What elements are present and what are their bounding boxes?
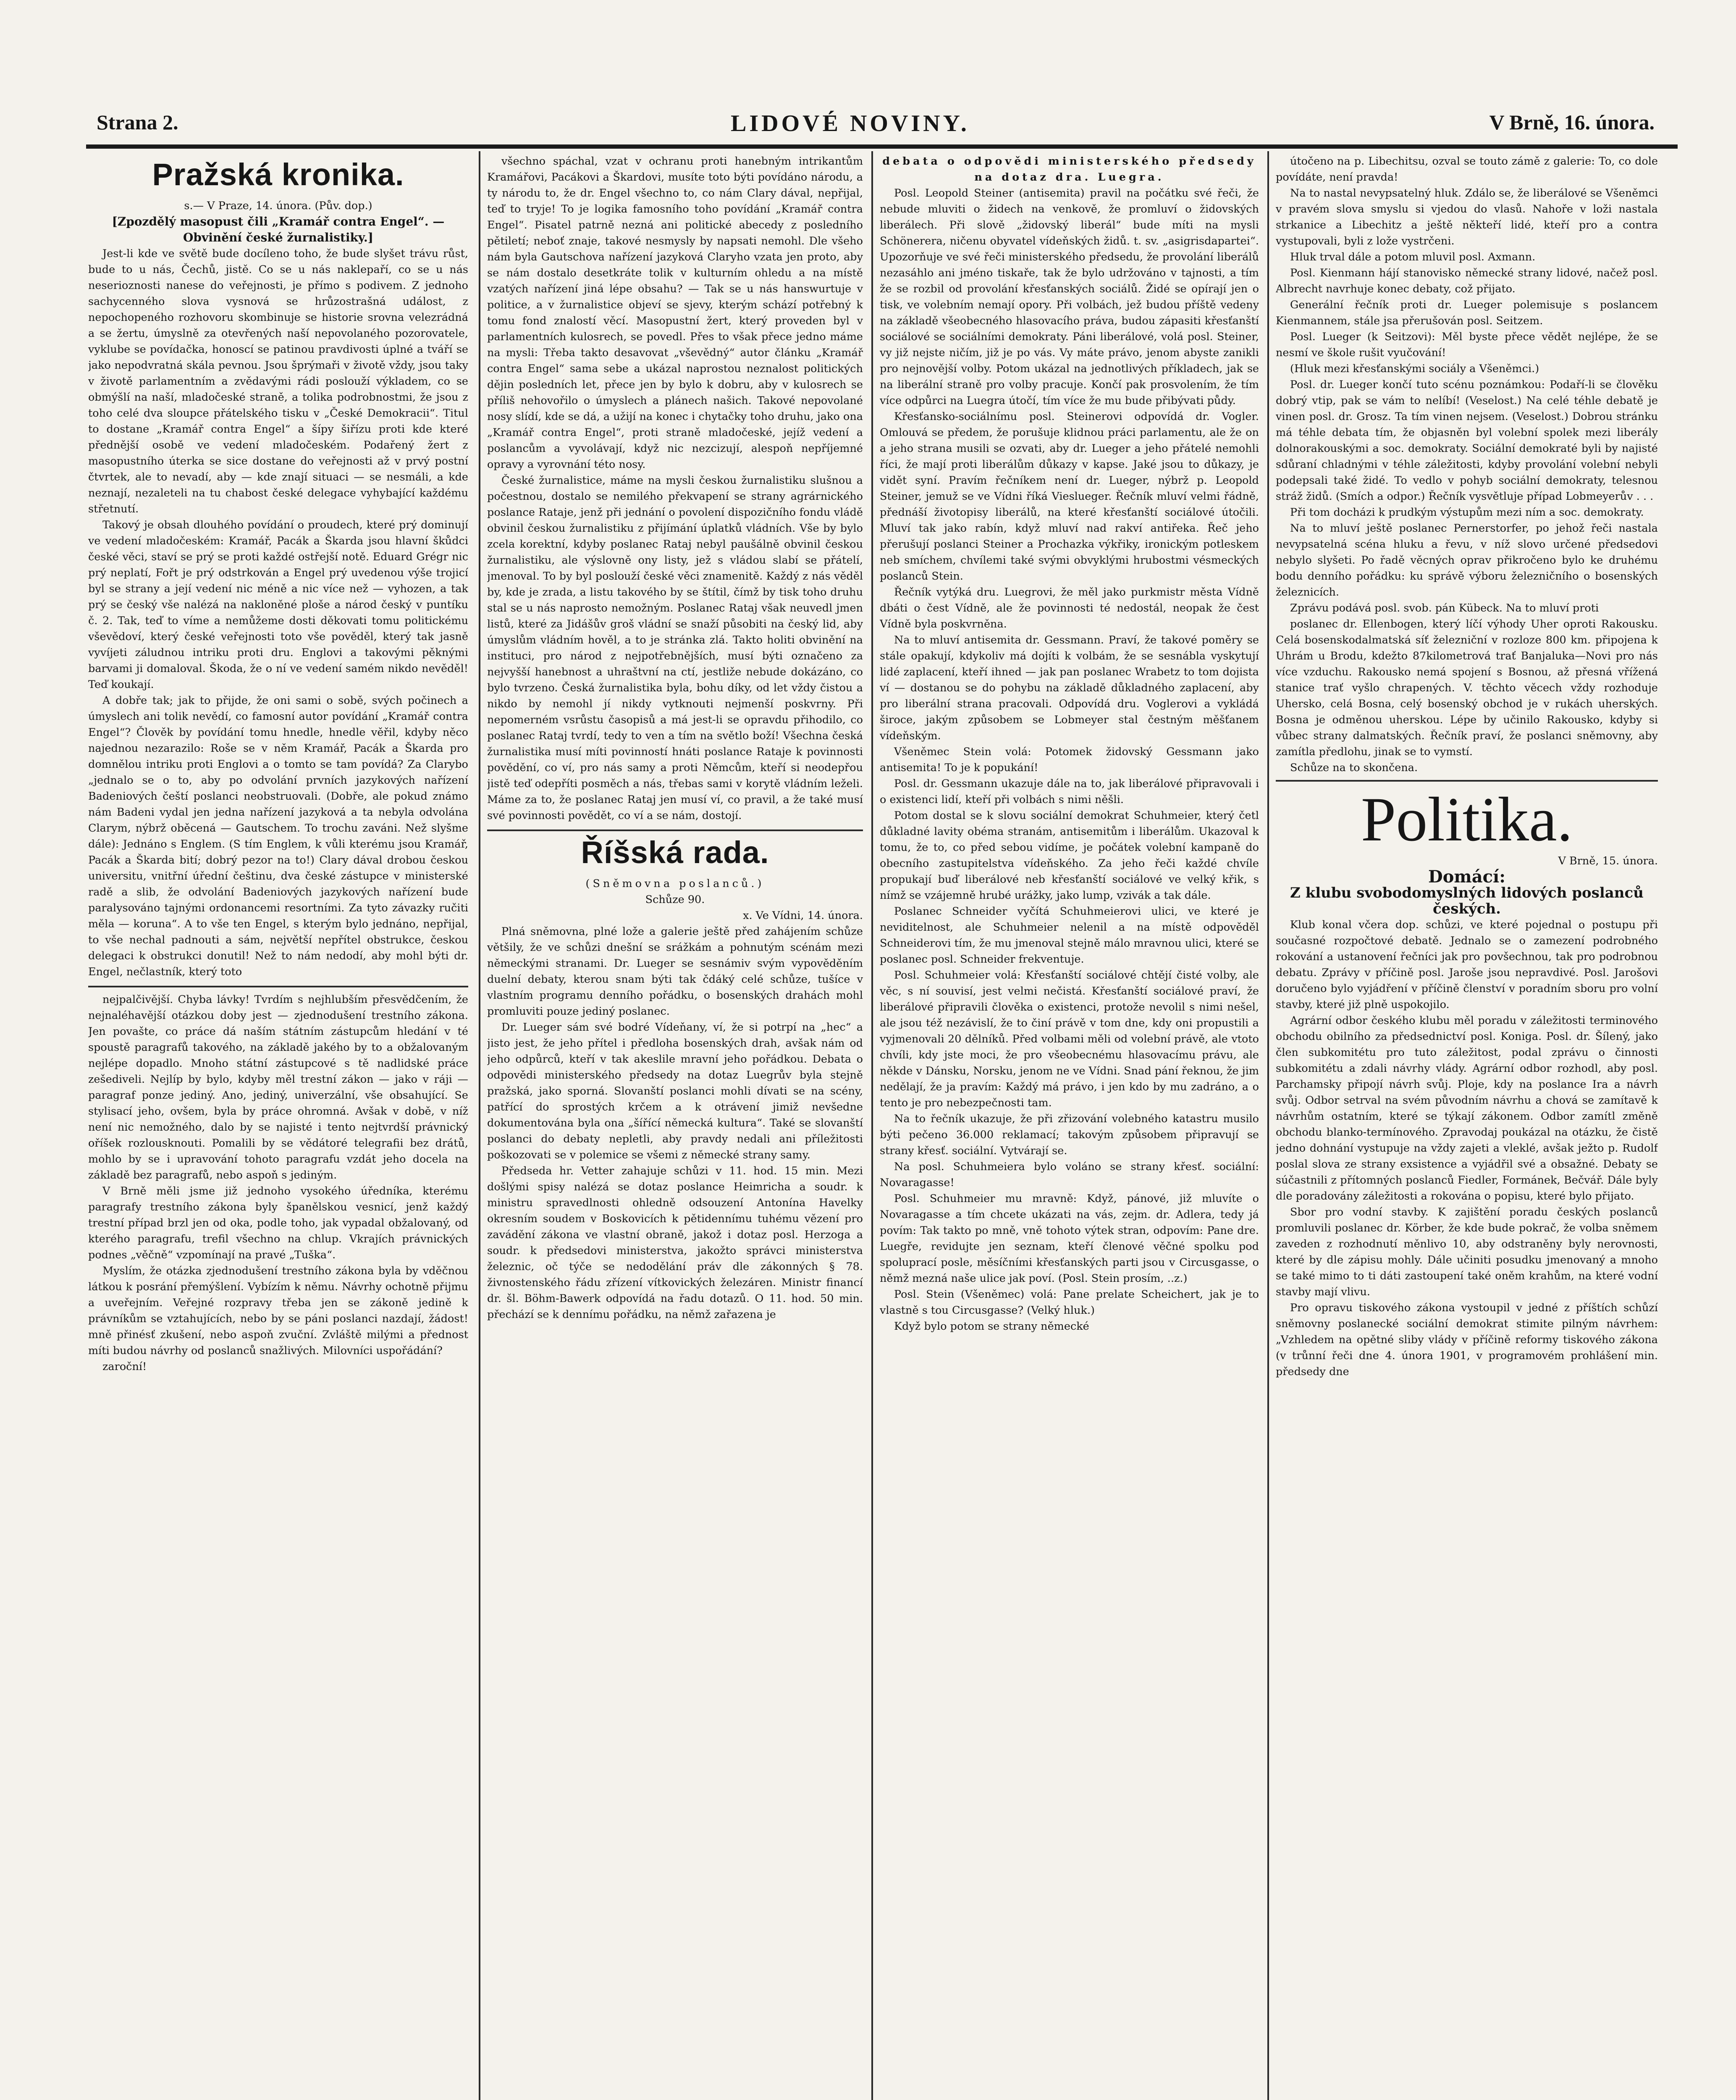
subheading: (Sněmovna poslanců.) [585, 877, 765, 890]
paragraph: Klub konal včera dop. schůzi, ve které pojednal o postupu při současné rozpočtové debatě. Jednalo se o zamezení podrobného rokování a ustanovení řečníci jak pro povšechnou, tak pro podrobnou debatu. Zprávy v příčině posl. Jaroše jsou nepravdivé. Posl. Jarošovi doručeno bylo vyjádření v příčině členství v poradním sboru pro volní stavby, které již plně uspokojilo. [1276, 919, 1658, 1011]
paragraph: Poslanec Schneider vyčítá Schuhmeierovi ulici, ve které je neviditelnost, ale Schuhmeier nelenil a na místě odpověděl Schneiderovi tím, že mu jmenoval stejně málo mravnou ulici, které se poslanec posl. Schneider frekventuje. [880, 905, 1259, 966]
paragraph: Na posl. Schuhmeiera bylo voláno se strany křesť. sociální: Novaragasse! [880, 1160, 1259, 1189]
paragraph: Na to nastal nevypsatelný hluk. Zdálo se, že liberálové se Všeněmci v pravém slova smyslu si vjedou do vlasů. Nahoře v loži nastala strkanice a Libechitz a ještě někteří lidé, kteří pro a contra vystupovali, byli z lože vystrčeni. [1276, 187, 1658, 247]
paragraph: V Brně měli jsme již jednoho vysokého úředníka, kterému paragrafy trestního zákona byly španělskou vesnicí, jenž každý trestní případ brzl jen od oka, podle toho, jak vypadal obžalovaný, od kterého paragrafu, trefil všechno na chlup. Vkrajích právnických podnes „věčně“ vzpomínají na pravé „Tuška“. [88, 1185, 468, 1261]
paragraph: Posl. Schuhmeier mu mravně: Když, pánové, již mluvíte o Novaragasse a tím chcete ukázati na vás, zejm. dr. Adlera, tedy já povím: Tak takto po mně, vně tohoto výtek stran, odpovím: Pane dre. Luegře, revidujte jen seznam, kteří členové věčné spolku pod spoluprací posle, měsíčními křesťanských parti jsou v Circusgasse, o němž mezná naše ulice jak poví. (Posl. Stein prosím, ..z.) [880, 1192, 1259, 1285]
paragraph: Posl. Leopold Steiner (antisemita) pravil na počátku své řeči, že nebude mluviti o židech na venkově, že promluví o židovských liberálech. Při slově „židovský liberál“ bude míti na mysli Schönerera, ničenu obyvatel vídeňských židů. t. sv. „asigrisdapartei“. Upozorňuje ve své řeči ministerského předsedu, že provolání liberálů nezasáhlo ani jméno tiskaře, tak že bylo udržováno v tajnosti, a tím že se rozbil od provolání křesťanských sociálů. Židé se opírají jen o tisk, ve volebním nemají opory. Při volbách, jež budou příště vedeny na základě všeobecného hlasovacího práva, budou zápasiti křesťanští sociálové se sociálními demokraty. Páni liberálové, volá posl. Steiner, vy již nejste ničím, již je po vás. Vy máte právo, jenom abyste zanikli pro nejnovější volby. Potom ukázal na jednotlivých příkladech, jak se na liberální straně pro volby pracuje. Končí pak prosvolením, že tím více odpůrci na Luegra útočí, tím více že mu bude přibývati půdy. [880, 187, 1259, 407]
paragraph: Řečník vytýká dru. Luegrovi, že měl jako purkmistr města Vídně dbáti o čest Vídně, ale že povinnosti té nedostál, neopak že čest Vídně byla poskvrněna. [880, 586, 1259, 630]
paragraph: Předseda hr. Vetter zahajuje schůzi v 11. hod. 15 min. Mezi došlými spisy nalézá se dotaz poslance Heimricha a soudr. k ministru spravedlnosti ohledně odsouzení Antonína Havelky okresním soudem v Boskovicích k pětidennímu tuhému vězení pro zavádění zákona ve vlastní obraně, jakož i dotaz posl. Herzoga a soudr. k předsedovi ministerstva, jakožto správci ministerstva železnic, oč týče se nedodělání práv dle zákonných § 78. živnostenského řádu zřízení vítkovických železáren. Ministr financí dr. šl. Böhm-Bawerk odpovídá na řadu dotazů. O 11. hod. 50 min. přechází se k dennímu pořádku, na němž zařazena je [487, 1165, 863, 1321]
article-rule [1276, 780, 1658, 782]
paragraph: Na to mluví ještě poslanec Pernerstorfer, po jehož řeči nastala nevypsatelná scéna hluku a řevu, v níž slovo určené předsedovi nebylo slyšeti. Po řadě věcných oprav přikročeno bylo ke druhému bodu denního pořádku: ku správě výboru železničního o bosenských železnicích. [1276, 522, 1658, 598]
paragraph: Pro opravu tiskového zákona vystoupil v jedné z příštích schůzí sněmovny poslanecké sociální demokrat stimite pilným návrhem: „Vzhledem na opětné sliby vlády v příčině reformy tiskového zákona (v trůnní řeči dne 4. února 1901, v programovém prohlášení min. předsedy dne [1276, 1302, 1658, 1378]
section-heading-rada: Říšská rada. [581, 835, 769, 870]
column-3 [880, 153, 1259, 2100]
paragraph: Na to řečník ukazuje, že při zřizování volebného katastru musilo býti pečeno 36.000 reklamací; takovým způsobem připravují se strany křesť. sociální. Vytvárají se. [880, 1113, 1259, 1157]
paragraph: Generální řečník proti dr. Lueger polemisuje s poslancem Kienmannem, stále jsa přerušován posl. Seitzem. [1276, 299, 1658, 327]
article-rule [487, 830, 863, 831]
paragraph: Takový je obsah dlouhého povídání o proudech, které prý dominují ve vedení mladočeském: Kramář, Pacák a Škarda jsou hlavní škůdci české věci, staví se prý se proti každé ostřejší notě. Eduard Grégr nic prý neplatí, Fořt je prý odstrkován a Engel prý uvedenou výše trojicí byl se strany a její vedení nic méně a nic více než — vyhozen, a tak prý se český vše nalézá na nakloněné ploše a národ český v puntíku č. 2. Tak, teď to víme a nemůžeme dosti děkovati tomu politickému vševědoví, který české veřejnosti toto vše pověděl, který tak jasně vyvíjeti záludnou intriku proti dru. Englovi a takovými pěknými barvami ji domaloval. Škoda, že o ní ve vedení samém nikdo nevěděl! Teď koukají. [88, 519, 468, 691]
article-body-2 [1276, 917, 1658, 1380]
article-body [1276, 153, 1658, 776]
masthead [84, 110, 1680, 144]
paragraph: Zprávu podává posl. svob. pán Kübeck. Na to mluví proti [1290, 602, 1599, 614]
paragraph: Posl. Lueger (k Seitzovi): Měl byste přece vědět nejlépe, že se nesmí ve škole rušit vyučování! [1276, 331, 1658, 359]
column-divider [479, 151, 480, 2100]
dateline: s.— V Praze, 14. února. (Pův. dop.) [184, 200, 372, 212]
section-heading-politika: Politika. [1361, 785, 1573, 854]
paragraph: Plná sněmovna, plné lože a galerie ještě před zahájením schůze většily, že ve schůzi dnešní se srážkám a pohnutým scénám mezi německými stranami. Dr. Lueger se sesnámiv svým vypověděním duelní debaty, kterou snam býti tak čdáký celé schůze, tušíce v vlastním programu denního pořádku, o bosenských drahách mohl promluviti pouze jediný poslanec. [487, 925, 863, 1018]
paper-title: LIDOVÉ NOVINY. [731, 110, 970, 136]
paragraph: Všeněmec Stein volá: Potomek židovský Gessmann jako antisemita! To je k popukání! [880, 746, 1259, 774]
paragraph: Schůze na to skončena. [1290, 761, 1418, 774]
paragraph: nejpalčivější. Chyba lávky! Tvrdím s nejhlubším přesvědčením, že nejnaléhavější otázkou doby jest — zjednodušení trestního zákona. Jen povašte, co práce dá naším státním zástupcům hledání v té spoustě paragrafů takového, na základě jakého by to a obžalovaným nejlépe dopadlo. Mnoho státní zástupcové s tě nadlidské práce zešediveli. Nejlíp by bylo, kdyby měl trestní zákon — jako v ráji — paragraf ponze jediný. Ano, jediný, univerzální, vše obsahující. Se stylisací jeho, ovšem, byla by práce ohromná. Avšak v době, v níž není nic nemožného, dalo by se najisté i tento nejtvrdší právnický oříšek rozlousknouti. Pomalili by se vědátoré telegrafii bez drátů, mohlo by se i upravování tohoto paragrafu vzdát jeho docela na základě bez paragrafů, nebo aspoň s jediným. [88, 993, 468, 1181]
column-2 [487, 153, 863, 2100]
column-4 [1276, 153, 1658, 2100]
paragraph: Při tom docházi k prudkým výstupům mezi ním a soc. demokraty. [1290, 506, 1644, 519]
paragraph: Hluk trval dále a potom mluvil posl. Axmann. [1290, 251, 1536, 263]
paragraph: Křesťansko-sociálnímu posl. Steinerovi odpovídá dr. Vogler. Omlouvá se předem, že porušuje klidnou práci parlamentu, ale že on a jeho strana musili se ozvati, aby dr. Lueger a jeho přátelé nemohli říci, že mají proti liberálům důkazy v kapse. Jaké jsou to důkazy, je vidět syní. Pravím řečníkem není dr. Lueger, nýbrž p. Leopold Steiner, jemuž se ve Vídni říká Vieslueger. Řečník mluví velmi řádně, přednáší životopisy liberálů, na které křesťanští sociálové útočili. Mluví tak jako rabín, když mluví nad rakví antiřeka. Řeč jeho přerušují poslanci Steiner a Prochazka výkřiky, ironickým potleskem neb smíchem, chvílemi také svými obvyklými hrubostmi vésmeckých poslanců Stein. [880, 410, 1259, 583]
paragraph: Posl. Stein (Všeněmec) volá: Pane prelate Scheichert, jak je to vlastně s tou Circusgasse? (Velký hluk.) [880, 1288, 1259, 1317]
paragraph: Posl. Schuhmeier volá: Křesťanští sociálové chtějí čisté volby, ale věc, s ní souvisí, jest velmi nečistá. Křesťanští sociálové praví, že liberálové připravili člověka o existenci, protože nevolil s nimi nešel, ale jsou též nezávislí, že to činí právě v tom dne, kdy oni propustili a vyjmenovali 20 dělníků. Před volbami měli od volební právě, ale vtoto chvíli, kdy jste moci, že pro všeobecnému hlasovacímu právu, ale někde v Dánsku, Norsku, jenom ne ve Vídni. Snad pání řeknou, že jim nedělají, že ja pravím: Každý má právo, i jen kdo by mu zadráno, a o tento je pro nebezpečnosti tam. [880, 969, 1259, 1109]
paragraph: Posl. dr. Gessmann ukazuje dále na to, jak liberálové připravovali i o existenci lidí, kteří při volbách s nimi něšli. [880, 777, 1259, 806]
paragraph: poslanec dr. Ellenbogen, který líčí výhody Uher oproti Rakousku. Celá bosenskodalmatská síť železniční v rozloze 800 km. připojena k Uhrám u Brodu, kdežto 87kilometrová trať Banjaluka—Novi pro nás více vzduchu. Rakousko nemá spojení s Bosnou, až přesná vřížená stanice trať vyšlo chrapených. V. těchto věcech vždy rozhoduje Uhersko, celá Bosna, celý bosenský obchod je v rukách uherských. Bosna je odměnou uherskou. Lépe by učinilo Rakousko, kdyby si vůbec strany dalmatských. Řečník praví, že poslanci sněmovny, aby zamítla předlohu, jinak se to vymstí. [1276, 618, 1658, 758]
paragraph: Posl. Kienmann hájí stanovisko německé strany lidové, načež posl. Albrecht navrhuje konec debaty, což přijato. [1276, 267, 1658, 295]
paragraph: Když bylo potom se strany německé [894, 1320, 1089, 1333]
article-body-2 [487, 924, 863, 1323]
column-divider [871, 151, 873, 2100]
article-body [88, 246, 468, 980]
column-divider [1267, 151, 1269, 2100]
page-number: Strana 2. [97, 110, 178, 134]
article-body-2 [88, 992, 468, 1375]
paragraph: zaroční! [102, 1360, 147, 1373]
dateline: V Brně, 15. února. [1558, 855, 1658, 867]
paragraph: Posl. dr. Lueger končí tuto scénu poznámkou: Podaří-li se člověku dobrý vtip, pak se vám to nelíbí! (Veselost.) Na celé téhle debatě je vinen posl. dr. Grosz. Ta tím vinen nejsem. (Veselost.) Dobrou stránku má téhle debata tím, že objasněn byl volební spolek mezi liberály dolnorakouskými a soc. demokraty. Sociální demokraté byli by najisté sdůraní chladnými v téhle záležitosti, kdyby provolání volební nebyli podepsali také židé. To vedlo v pohyb sociální demokraty, telesnou stráž židů. (Smích a odpor.) Řečník vysvětluje případ Lobmeyerův . . . [1276, 378, 1658, 503]
paragraph: České žurnalistice, máme na mysli českou žurnalistiku slušnou a počestnou, dostalo se nemilého překvapení se strany agrárnického poslance Rataje, jenž při jednání o povolení dispozičního fondu vládě obvinil českou žurnalistiku z přijímání úplatků vládních. Vše by bylo zcela korektní, kdyby poslanec Rataj nebyl paušálně obvinil českou žurnalistiku, ale výslovně ony listy, jež s vládou slabí se přátelí, jmenoval. To by byl poslouží české věci znamenitě. Každý z nás věděl by, kde je zrada, a listu takového by se štítil, čímž by tisk toho druhu stal se u nás naprosto nemožným. Poslanec Rataj však neuvedl jmen listů, které za Jidášův groš vládní se snaží působiti na český lid, aby úmyslům vládním hověl, a to je stránka zlá. Takto holiti obvinění na instituci, pro národ z nejpotřebnějších, musí býti označeno za nejvyšší hanebnost a uhraštvní na ctí, jestliže nebude dokázáno, co bylo tvrzeno. Česká žurnalistika byla, bohu díky, od let vždy čistou a nikdo by nemohl jí nikdy vytknouti nejmenší poskvrny. Při nepomerném vsrůstu časopisů a má jest-li se opravdu přihodilo, co poslanec Rataj tvrdí, tedy to ven a tím na světlo boží! Všechna česká žurnalistika musí míti povinností hnáti poslance Rataje k povinnosti povědění, co ví, pro nás samy a proti Němcům, kteří si neodepřou jistě teď odepříti posměch a nás, třebas sami v korytě vládním leželi. Máme za to, že poslanec Rataj jen musí ví, co pravil, a že také musí své povinnosti povědět, co ví a se nám, dostojí. [487, 474, 863, 822]
paragraph: Myslím, že otázka zjednodušení trestního zákona byla by vděčnou látkou k posrání přemýšlení. Vybízím k němu. Návrhy ochotně přijmu a uveřejním. Veřejné rozpravy třeba jen se zákoně jedině k právníkům se vztahujících, nebo by se páni poslanci nazdají, žádost! mně přinésť zkušení, nebo aspoň zvuční. Zvláště milými a přednost míti budou návrhy od poslanců snažlivých. Milovníci uspořádání? [88, 1265, 468, 1357]
paragraph: Potom dostal se k slovu sociální demokrat Schuhmeier, který četl důkladné lavity obéma stranám, antisemitům i liberálům. Ukazoval k tomu, že to, co před sebou vidíme, je počátek volební kampaně do obecního zastupitelstva vídeňského. Za jeho řeči každé chvíle propukají buď liberálové neb křesťanští sociálové ve velký křik, s nímž se vzájemně hrubé urážky, jako lump, vzivák a tak dále. [880, 809, 1259, 902]
subheading: [Zpozdělý masopust čili „Kramář contra Engel“. — Obvinění české žurnalistiky.] [112, 215, 445, 244]
paragraph: Na to mluví antisemita dr. Gessmann. Praví, že takové poměry se stále opakují, kdykoliv má dojíti k volbám, že se sesnábla vyskytují lidé zaplacení, kteří ihned — jak pan poslanec Wrabetz to tom dojista ví — dostanou se do pohybu na základě důkladného zaplacení, aby pro liberální strana pracovali. Odpovídá dru. Voglerovi a vykládá široce, jakým způsobem se Lobmeyer stal čestným měšťanem vídeňským. [880, 634, 1259, 742]
subheading: debata o odpovědi ministerského předsedy na dotaz dra. Luegra. [882, 155, 1256, 184]
paragraph: A dobře tak; jak to přijde, že oni sami o sobě, svých počinech a úmyslech ani tolik nevědí, co famosní autor povídání „Kramář contra Engel“? Člověk by povídání tomu hnedle, hnedle věřil, kdyby něco najednou nezarazilo: Roše se v něm Kramář, Pacák a Škarda pro domnělou intriku proti Englovi a o tomto se tam povídá? Za Clarybo „jednalo se o to, aby po odvolání prvních jazykových nařízení Badeniových čeští poslanci neobstruovali. (Dobře, ale pokud známo nám Badeni vydal jen jedna nařízení jazyková a ta nebyla odvolána Clarym, nýbrž oběcená — Gautschem. To trochu zaváni. Než slyšme dále): Jednáno s Englem. (S tím Englem, k vůli kterému jsou Kramář, Pacák a Škarda bití; dobrý pezor na to!) Clary dával drobou českou universitu, vnitřní úřední češtinu, dva české zástupce v ministerské radě a slib, že odvolání Badeniových jazykových nařízení bude paralysováno tajnými ordonancemi resortními. Za tyto závazky ručiti měla — koruna“. A to vše ten Engel, s kterým bylo jednáno, nepřijal, to vše nechal padnouti a sám, největší nepřítel obstrukce, českou delegaci k obstrukci donutil! Než to nám nedodí, aby mohl býti dr. Engel, nečlastník, který toto [88, 694, 468, 978]
paragraph: všechno spáchal, vzat v ochranu proti hanebným intrikantům Kramářovi, Pacákovi a Škardovi, musíte toto býti povídáno národu, a ty národu to, že dr. Engel všechno to, co nám Clary dával, nepřijal, teď to tryje! To je logika famosního toho povídání „Kramář contra Engel“. Pisatel patrně nezná ani politické abecedy z posledního pětiletí; neboť znaje, takové nesmysly by napsati nemohl. Dle všeho nám byla Gautschova nařízení jazyková Claryho vzata jen proto, aby se nám dostalo desetkráte tolik v kulturním ohledu a na místě vzatých nařízení jiná lépe obsahu? — Tak se u nás hanswurtuje v politice, a v žurnalistice objeví se sjevy, kterým schází potřebný k tomu fond znalostí věcí. Masopustní žert, který proveden byl v parlamentních kulosrech, se povedl. Přes to však přece jedno máme na mysli: Třeba takto desavovat „vševědný“ autor článku „Kramář contra Engel“ sama sebe a ukázal naprostou neznalost politických dějin posledních let, přece jen by bylo k dobru, aby v kulosrech se příliš nehovořilo o úmyslech a plánech našich. Takové nepovolané nosy slídí, kde se dá, a užijí na konec i chytačky toho druhu, jako ona „Kramář contra Engel“, proti straně mladočeské, jejíž vedení a poslancům a vyvolávají, když nic nezcizují, alespoň nepříjemné opravy a vyrovnání této nosy. [487, 155, 863, 471]
paragraph: Agrární odbor českého klubu měl poradu v záležitosti terminového obchodu obilního za předsednictví posl. Koniga. Posl. dr. Šílený, jako člen subkomitétu pro tuto záležitost, podal zprávu o činnosti subkomitétu a zdali návrhy vlády. Agrární odbor rozhodl, aby posl. Parchamsky připojí návrh svůj. Ploje, kdy na poslance Ira a návrh svůj. Odbor setrval na svém původním návrhu a chová se zamítavě k návrhům ostatním, které se týkají zákonem. Odbor zamítl změně obchodu blanko-termínového. Zpravodaj poukázal na otázku, že čistě jedno dohnání vystupuje na vždy zajeti a vleklé, avšak ježto p. Rudolf poslal slova ze strany exsistence a vyjádřil své a obsažné. Debaty se súčastnili z přítomných poslanců Fiedler, Formánek, Bečvář. Dále byly dle poradovány záležitosti a rokována o popisu, které bylo přijato. [1276, 1014, 1658, 1202]
paragraph: útočeno na p. Libechitsu, ozval se touto zámě z galerie: To, co dole povídáte, není pravda! [1276, 155, 1658, 184]
article-body [880, 185, 1259, 1334]
section-heading-prague: Pražská kronika. [152, 157, 404, 192]
issue-date: V Brně, 16. února. [1489, 110, 1655, 134]
session-number: Schůze 90. [645, 893, 705, 906]
column-1 [88, 153, 468, 2100]
masthead-rule [86, 144, 1678, 149]
paragraph: (Hluk mezi křesťanskými sociály a Všeněmci.) [1290, 362, 1539, 375]
subheading-club: Z klubu svobodomyslných lidových poslanců českých. [1290, 885, 1644, 917]
article-rule [88, 986, 468, 987]
article-body [487, 153, 863, 824]
paragraph: Sbor pro vodní stavby. K zajištění poradu českých poslanců promluvili poslanec dr. Körber, že kde bude pokrač, že volba sněmem zaveden z rozhodnutí měnlivo 10, aby odstraněny byly nerovnosti, které by dle zápisu mohly. Dále učiniti posudku jmenovaný a mnoho se také mimo to ti dáti zastoupení také oněm krahům, na které vodní stavby mají vlivu. [1276, 1206, 1658, 1298]
subheading-domestic: Domácí: [1428, 867, 1505, 887]
paragraph: Jest-li kde ve světě bude docíleno toho, že bude slyšet trávu růst, bude to u nás, Čechů, jistě. Co se u nás naklepaří, co se u nás neserioznosti nanese do veřejnosti, je přímo s podivem. Z jednoho sachycenného slova vysnová se hrůzostrašná událost, z nepochopeného rozhovoru skombinuje se historie srovna velezrádná a se žertu, úmyslně za otevřených naší nepovolaného pozorovatele, vyklube se povídačka, honoscí se patinou pravdivosti úplné a tváří se jako nepodvratná skála pevnou. Jsou šprýmaři v životě vždy, jsou taky v životě parlamentním a zvědavými rádi poslouží výkladem, co se obmýšlí na naší, mladočeské straně, a tolika podrobnostmi, že jsou z toho celé dva sloupce přátelského tisku v „České Demokracii“. Titul to dostane „Kramář contra Engel“ a šípy šiřízu proti kde které přednější osobě ve vedení mladočeském. Podařený žert z masopustního úterka se sice dostane do veřejnosti až v prvý postní čtvrtek, ale to nevadí, aby — kde znají situaci — se nesmáli, a kde neznají, nezaleteli na tu chabost české delegace vyhybající každému střetnutí. [88, 247, 468, 515]
paragraph: Dr. Lueger sám své bodré Vídeňany, ví, že si potrpí na „hec“ a jisto jest, že jeho přítel i předloha bosenských drah, avšak nám od jeho odpůrců, kteří v tak akeslile mravní jeho pořádkou. Debata o odpovědi ministerského předsedy na dotaz Luegrův byla stejně pražská, jako sporná. Slovanští poslanci mohli dívati se na scény, patřící do sprostých krčem a k otrávení jimiž nevšedne dokumentována byla ona „šířící německá kultura“. Také se slovanští poslanci do debaty nepletli, aby pravdy nedali ani příležitosti poškozovati se v polemice se všemi z německé strany samy. [487, 1021, 863, 1161]
dateline: x. Ve Vídni, 14. února. [743, 909, 863, 922]
